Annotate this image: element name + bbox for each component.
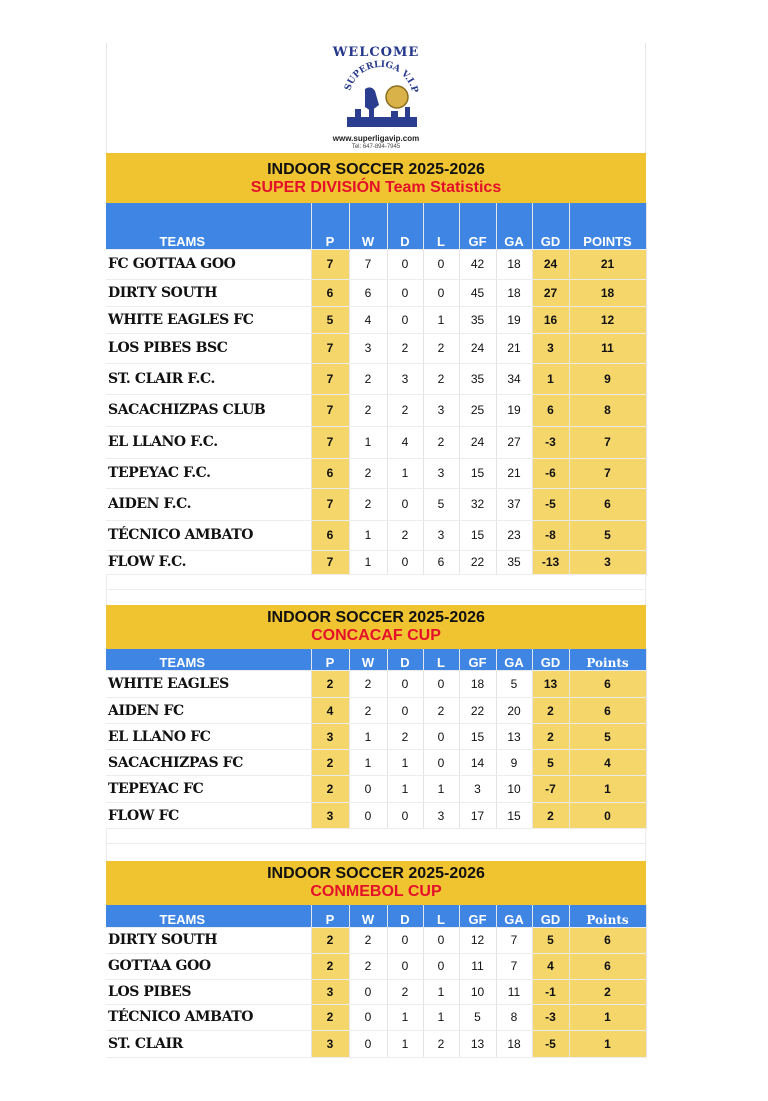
stat-gd: 13 (532, 671, 569, 698)
table-row (106, 279, 646, 306)
stat-gd: -1 (532, 979, 569, 1004)
concacaf-col-gf: GF (459, 649, 496, 671)
stat-ga: 21 (496, 333, 532, 363)
stat-w: 1 (349, 550, 387, 574)
super-division-title (106, 153, 646, 203)
stat-gd: 2 (532, 724, 569, 750)
stat-l: 1 (423, 306, 459, 333)
conmebol-col-points: Points (569, 905, 646, 927)
stat-gd: 16 (532, 306, 569, 333)
team-name: LOS PIBES BSC (106, 333, 311, 363)
super-col-gd: GD (532, 203, 569, 249)
stat-l: 5 (423, 488, 459, 520)
stat-p: 7 (311, 488, 349, 520)
stat-ga: 7 (496, 953, 532, 979)
stat-p: 7 (311, 550, 349, 574)
stat-l: 3 (423, 458, 459, 488)
concacaf-col-l: L (423, 649, 459, 671)
stat-l: 2 (423, 698, 459, 724)
stat-gd: 5 (532, 750, 569, 776)
team-name: ST. CLAIR (106, 1030, 311, 1057)
stat-gd: -3 (532, 426, 569, 458)
stat-ga: 37 (496, 488, 532, 520)
stat-points: 4 (569, 750, 646, 776)
stat-gf: 14 (459, 750, 496, 776)
conmebol-col-p: P (311, 905, 349, 927)
stat-points: 12 (569, 306, 646, 333)
table-row (106, 724, 646, 750)
stat-gd: -7 (532, 776, 569, 803)
stat-d: 1 (387, 458, 423, 488)
stat-points: 6 (569, 488, 646, 520)
stat-ga: 7 (496, 927, 532, 953)
phone-number: Tel: 647-894-7945 (351, 144, 401, 150)
stat-w: 1 (349, 426, 387, 458)
table-row (106, 953, 646, 979)
stat-w: 3 (349, 333, 387, 363)
stat-l: 1 (423, 1004, 459, 1030)
stat-gf: 15 (459, 724, 496, 750)
stat-gd: 1 (532, 363, 569, 394)
concacaf-title-text: INDOOR SOCCER 2025-2026 (267, 608, 485, 626)
stat-gf: 15 (459, 458, 496, 488)
stat-l: 3 (423, 394, 459, 426)
stat-gd: 6 (532, 394, 569, 426)
conmebol-col-l: L (423, 905, 459, 927)
stat-p: 6 (311, 279, 349, 306)
stat-w: 0 (349, 1004, 387, 1030)
stat-p: 3 (311, 724, 349, 750)
table-row (106, 671, 646, 698)
team-name: LOS PIBES (106, 979, 311, 1004)
stat-d: 2 (387, 724, 423, 750)
concacaf-col-d: D (387, 649, 423, 671)
stat-points: 6 (569, 927, 646, 953)
table-row (106, 426, 646, 458)
team-name: ST. CLAIR F.C. (106, 363, 311, 394)
table-row (106, 394, 646, 426)
stat-gf: 42 (459, 249, 496, 279)
welcome-text: WELCOME (332, 45, 420, 60)
stat-ga: 34 (496, 363, 532, 394)
stat-l: 3 (423, 803, 459, 829)
stat-w: 6 (349, 279, 387, 306)
super-col-p: P (311, 203, 349, 249)
stat-l: 0 (423, 671, 459, 698)
team-name: SACACHIZPAS CLUB (106, 394, 311, 426)
team-name: EL LLANO FC (106, 724, 311, 750)
svg-text:SUPERLIGA V.I.P (343, 60, 419, 94)
super-col-l: L (423, 203, 459, 249)
stat-l: 0 (423, 750, 459, 776)
super-col-teams: TEAMS (106, 203, 311, 249)
stat-points: 6 (569, 953, 646, 979)
stat-points: 9 (569, 363, 646, 394)
stat-d: 1 (387, 750, 423, 776)
stat-l: 2 (423, 1030, 459, 1057)
stat-l: 1 (423, 979, 459, 1004)
ball-icon (386, 86, 408, 108)
stat-d: 0 (387, 249, 423, 279)
stat-gf: 11 (459, 953, 496, 979)
stat-gd: 27 (532, 279, 569, 306)
super-body (106, 249, 646, 574)
stat-p: 2 (311, 953, 349, 979)
stat-p: 5 (311, 306, 349, 333)
stat-points: 5 (569, 724, 646, 750)
team-name: FC GOTTAA GOO (106, 249, 311, 279)
stat-d: 0 (387, 927, 423, 953)
super-subtitle: SUPER DIVISIÓN Team Statistics (250, 179, 502, 196)
conmebol-col-gf: GF (459, 905, 496, 927)
stat-l: 0 (423, 249, 459, 279)
stat-l: 2 (423, 333, 459, 363)
logo-text: SUPERLIGA V.I.P (343, 59, 420, 95)
super-col-w: W (349, 203, 387, 249)
stat-points: 6 (569, 671, 646, 698)
team-name: TÉCNICO AMBATO (106, 520, 311, 550)
team-name: TEPEYAC FC (106, 776, 311, 803)
stat-ga: 11 (496, 979, 532, 1004)
stat-ga: 19 (496, 394, 532, 426)
table-row (106, 520, 646, 550)
stat-gd: -13 (532, 550, 569, 574)
table-row (106, 550, 646, 574)
stat-ga: 20 (496, 698, 532, 724)
stat-w: 1 (349, 724, 387, 750)
stat-points: 5 (569, 520, 646, 550)
concacaf-col-w: W (349, 649, 387, 671)
stat-p: 4 (311, 698, 349, 724)
concacaf-title (106, 605, 646, 649)
stat-l: 6 (423, 550, 459, 574)
stat-gf: 24 (459, 333, 496, 363)
stat-gd: 2 (532, 803, 569, 829)
stat-ga: 18 (496, 249, 532, 279)
table-row (106, 306, 646, 333)
super-col-gf: GF (459, 203, 496, 249)
stat-w: 1 (349, 520, 387, 550)
stat-l: 1 (423, 776, 459, 803)
team-name: FLOW FC (106, 803, 311, 829)
stat-gd: -3 (532, 1004, 569, 1030)
stat-w: 2 (349, 488, 387, 520)
stat-points: 3 (569, 550, 646, 574)
conmebol-table (106, 905, 647, 1058)
table-row (106, 488, 646, 520)
stat-ga: 18 (496, 1030, 532, 1057)
stat-w: 1 (349, 750, 387, 776)
stat-p: 6 (311, 520, 349, 550)
team-name: AIDEN FC (106, 698, 311, 724)
stat-ga: 9 (496, 750, 532, 776)
stat-w: 0 (349, 803, 387, 829)
stat-d: 0 (387, 803, 423, 829)
stat-d: 2 (387, 520, 423, 550)
stat-d: 0 (387, 488, 423, 520)
stat-w: 2 (349, 394, 387, 426)
website-url[interactable]: www.superligavip.com (332, 134, 420, 143)
stat-l: 3 (423, 520, 459, 550)
stat-w: 0 (349, 979, 387, 1004)
stat-p: 2 (311, 927, 349, 953)
stat-w: 2 (349, 363, 387, 394)
stat-w: 2 (349, 698, 387, 724)
stat-p: 3 (311, 979, 349, 1004)
stat-d: 2 (387, 333, 423, 363)
stat-points: 7 (569, 458, 646, 488)
stat-ga: 8 (496, 1004, 532, 1030)
stat-l: 0 (423, 953, 459, 979)
super-col-ga: GA (496, 203, 532, 249)
stat-d: 1 (387, 1004, 423, 1030)
stat-gd: -6 (532, 458, 569, 488)
stat-points: 21 (569, 249, 646, 279)
stat-w: 4 (349, 306, 387, 333)
team-name: WHITE EAGLES FC (106, 306, 311, 333)
stat-gd: 24 (532, 249, 569, 279)
concacaf-col-teams: TEAMS (106, 649, 311, 671)
stat-points: 7 (569, 426, 646, 458)
stat-p: 2 (311, 750, 349, 776)
stat-gf: 35 (459, 363, 496, 394)
conmebol-header-row (106, 905, 646, 927)
stat-w: 7 (349, 249, 387, 279)
stat-w: 2 (349, 671, 387, 698)
stat-gf: 12 (459, 927, 496, 953)
stat-gd: 4 (532, 953, 569, 979)
super-col-d: D (387, 203, 423, 249)
table-row (106, 1004, 646, 1030)
concacaf-col-gd: GD (532, 649, 569, 671)
stat-points: 1 (569, 776, 646, 803)
stat-p: 7 (311, 333, 349, 363)
table-row (106, 458, 646, 488)
stat-ga: 35 (496, 550, 532, 574)
concacaf-col-points: Points (569, 649, 646, 671)
super-header-row (106, 203, 646, 249)
team-name: DIRTY SOUTH (106, 279, 311, 306)
stat-gd: 3 (532, 333, 569, 363)
conmebol-body (106, 927, 646, 1057)
conmebol-title (106, 861, 646, 905)
table-row (106, 927, 646, 953)
stat-d: 1 (387, 776, 423, 803)
stat-l: 0 (423, 279, 459, 306)
stat-gf: 3 (459, 776, 496, 803)
team-name: SACACHIZPAS FC (106, 750, 311, 776)
stat-p: 3 (311, 1030, 349, 1057)
table-row (106, 776, 646, 803)
welcome-header (106, 43, 646, 153)
stat-d: 2 (387, 979, 423, 1004)
stat-gd: 2 (532, 698, 569, 724)
team-name: TÉCNICO AMBATO (106, 1004, 311, 1030)
conmebol-subtitle: CONMEBOL CUP (310, 883, 442, 900)
team-name: WHITE EAGLES (106, 671, 311, 698)
stat-l: 2 (423, 363, 459, 394)
stat-d: 1 (387, 1030, 423, 1057)
table-row (106, 1030, 646, 1057)
stat-gf: 10 (459, 979, 496, 1004)
standings-sheet (106, 43, 646, 1058)
stat-gf: 17 (459, 803, 496, 829)
stat-w: 2 (349, 927, 387, 953)
stat-gf: 22 (459, 550, 496, 574)
table-row (106, 333, 646, 363)
stat-p: 6 (311, 458, 349, 488)
stat-w: 2 (349, 458, 387, 488)
concacaf-body (106, 671, 646, 829)
stat-gf: 24 (459, 426, 496, 458)
team-name: AIDEN F.C. (106, 488, 311, 520)
stat-d: 3 (387, 363, 423, 394)
stat-p: 7 (311, 394, 349, 426)
super-division-table (106, 203, 647, 575)
stat-ga: 5 (496, 671, 532, 698)
stat-gf: 5 (459, 1004, 496, 1030)
stat-ga: 18 (496, 279, 532, 306)
stat-ga: 27 (496, 426, 532, 458)
conmebol-col-teams: TEAMS (106, 905, 311, 927)
stat-gd: -5 (532, 488, 569, 520)
stat-gf: 18 (459, 671, 496, 698)
table-row (106, 750, 646, 776)
stat-gf: 45 (459, 279, 496, 306)
stat-ga: 21 (496, 458, 532, 488)
stat-p: 7 (311, 363, 349, 394)
section-spacer (106, 575, 646, 605)
superliga-logo (335, 59, 427, 133)
stat-gf: 35 (459, 306, 496, 333)
stat-ga: 19 (496, 306, 532, 333)
stat-gf: 22 (459, 698, 496, 724)
table-row (106, 249, 646, 279)
stat-points: 0 (569, 803, 646, 829)
team-name: TEPEYAC F.C. (106, 458, 311, 488)
stat-points: 6 (569, 698, 646, 724)
stat-l: 2 (423, 426, 459, 458)
conmebol-col-ga: GA (496, 905, 532, 927)
table-row (106, 979, 646, 1004)
concacaf-col-p: P (311, 649, 349, 671)
table-row (106, 363, 646, 394)
super-title: INDOOR SOCCER 2025-2026 (267, 161, 485, 178)
stat-points: 1 (569, 1030, 646, 1057)
conmebol-col-gd: GD (532, 905, 569, 927)
stat-gf: 13 (459, 1030, 496, 1057)
conmebol-title-text: INDOOR SOCCER 2025-2026 (267, 865, 485, 882)
stat-gd: 5 (532, 927, 569, 953)
conmebol-col-w: W (349, 905, 387, 927)
stat-p: 2 (311, 776, 349, 803)
table-row (106, 803, 646, 829)
stat-gf: 15 (459, 520, 496, 550)
stat-l: 0 (423, 724, 459, 750)
stat-points: 18 (569, 279, 646, 306)
team-name: EL LLANO F.C. (106, 426, 311, 458)
stat-ga: 23 (496, 520, 532, 550)
stat-d: 0 (387, 550, 423, 574)
team-name: FLOW F.C. (106, 550, 311, 574)
stat-d: 2 (387, 394, 423, 426)
stat-d: 0 (387, 671, 423, 698)
stat-points: 1 (569, 1004, 646, 1030)
stat-gf: 32 (459, 488, 496, 520)
concacaf-col-ga: GA (496, 649, 532, 671)
stat-d: 4 (387, 426, 423, 458)
stat-points: 2 (569, 979, 646, 1004)
stat-l: 0 (423, 927, 459, 953)
stat-d: 0 (387, 698, 423, 724)
stat-d: 0 (387, 953, 423, 979)
concacaf-header-row (106, 649, 646, 671)
team-name: GOTTAA GOO (106, 953, 311, 979)
section-spacer (106, 829, 646, 861)
stat-points: 11 (569, 333, 646, 363)
conmebol-col-d: D (387, 905, 423, 927)
stat-p: 2 (311, 671, 349, 698)
stat-ga: 15 (496, 803, 532, 829)
stat-gd: -8 (532, 520, 569, 550)
stat-w: 2 (349, 953, 387, 979)
stat-w: 0 (349, 776, 387, 803)
stat-p: 3 (311, 803, 349, 829)
stat-ga: 10 (496, 776, 532, 803)
stat-w: 0 (349, 1030, 387, 1057)
stat-gd: -5 (532, 1030, 569, 1057)
table-row (106, 698, 646, 724)
concacaf-subtitle: CONCACAF CUP (311, 626, 441, 644)
super-col-points: POINTS (569, 203, 646, 249)
stat-gf: 25 (459, 394, 496, 426)
concacaf-table (106, 649, 647, 830)
team-name: DIRTY SOUTH (106, 927, 311, 953)
stat-p: 7 (311, 249, 349, 279)
stat-points: 8 (569, 394, 646, 426)
stat-ga: 13 (496, 724, 532, 750)
stat-p: 7 (311, 426, 349, 458)
stat-d: 0 (387, 279, 423, 306)
stat-d: 0 (387, 306, 423, 333)
stat-p: 2 (311, 1004, 349, 1030)
